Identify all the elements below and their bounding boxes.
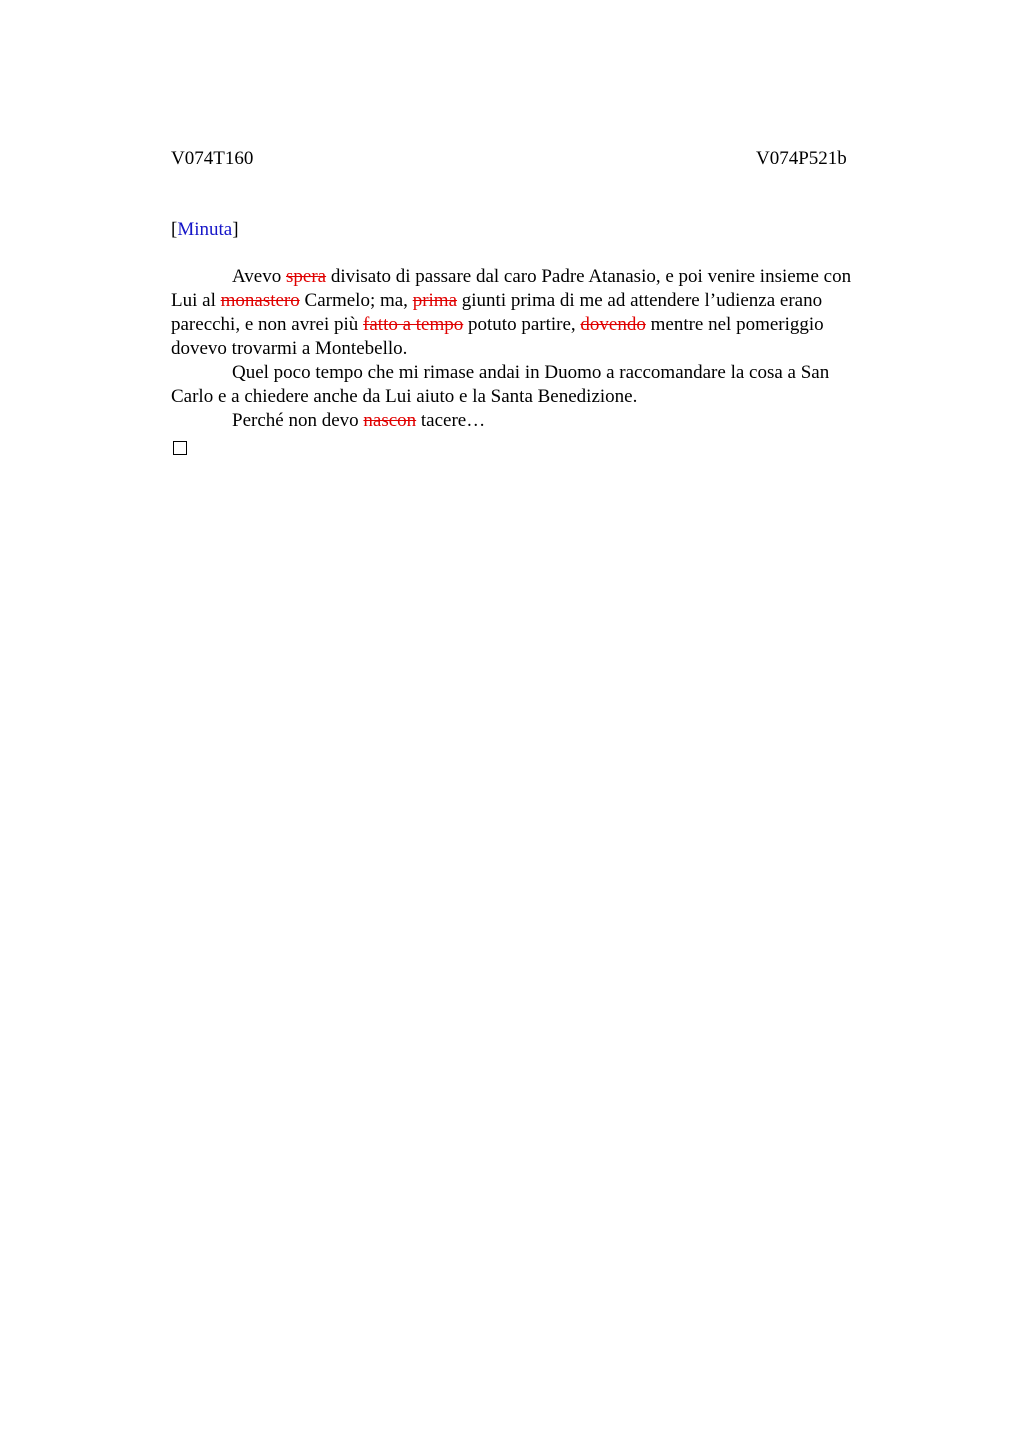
text-run: parecchi, e non avrei più [171,314,364,335]
document-body [171,265,911,455]
end-marker-box [173,441,187,455]
text-line [171,289,911,313]
document-label [171,218,239,242]
deleted-text: prima [412,290,458,311]
deleted-text: monastero [220,290,300,311]
text-line [171,313,911,337]
text-line [171,265,911,289]
text-run: potuto partire, [463,314,581,335]
text-run: Quel poco tempo che mi rimase andai in Duomo a raccomandare la cosa a San [232,362,830,383]
text-line [171,385,911,409]
text-run: mentre nel pomeriggio [645,314,824,335]
label-word: Minuta [177,219,233,240]
paragraph [171,361,911,409]
text-run: divisato di passare dal caro Padre Atanasio, e poi venire insieme con [326,266,852,287]
text-line [171,361,911,385]
text-run: Avevo [232,266,286,287]
paragraph [171,409,911,433]
deleted-text: dovendo [580,314,646,335]
text-run: Lui al [171,290,221,311]
label-open-bracket: [ [171,219,178,240]
text-run: Perché non devo [232,410,364,431]
text-run: dovevo trovarmi a Montebello. [171,338,408,359]
deleted-text: nascon [363,410,417,431]
label-close-bracket: ] [232,219,239,240]
text-run: Carlo e a chiedere anche da Lui aiuto e la Santa Benedizione. [171,386,638,407]
text-line [171,409,911,433]
document-id-right: V074P521b [756,148,847,169]
paragraph [171,265,911,361]
text-run: tacere… [416,410,486,431]
deleted-text: spera [286,266,327,287]
text-run: Carmelo; ma, [299,290,413,311]
deleted-text: fatto a tempo [363,314,464,335]
document-id-left: V074T160 [171,148,254,169]
text-line [171,337,911,361]
text-run: giunti prima di me ad attendere l’udienza erano [457,290,823,311]
